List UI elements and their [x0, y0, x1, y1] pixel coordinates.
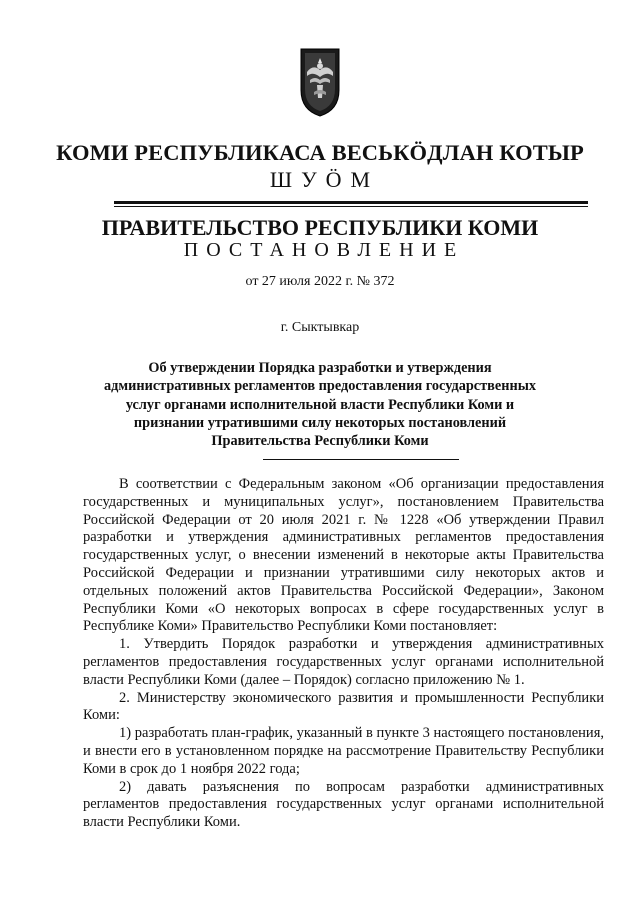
document-type: ПОСТАНОВЛЕНИЕ: [183, 239, 465, 261]
government-name: ПРАВИТЕЛЬСТВО РЕСПУБЛИКИ КОМИ: [101, 215, 539, 240]
title-underline: [263, 459, 459, 460]
document-date-number: от 27 июля 2022 г. № 372: [245, 274, 395, 289]
komi-document-type: ШУӦМ: [269, 167, 380, 192]
header-divider-thick: [114, 201, 588, 204]
document-city: г. Сыктывкар: [280, 320, 360, 335]
coat-of-arms-icon: [298, 46, 342, 118]
document-title: Об утверждении Порядка разработки и утверждения административных регламентов предоставления государственных услуг органами исполнительной власти Республики Коми и признании утратившими силу некоторых постановлений Правительства Республики Коми: [103, 360, 537, 450]
paragraph-subitem-1: 1) разработать план-график, указанный в пункте 3 настоящего постановления, и внести его в установленном порядке на рассмотрение Правительству Республики Коми в срок до 1 ноября 2022 года;: [83, 725, 604, 777]
komi-government-name: КОМИ РЕСПУБЛИКАСА ВЕСЬКӦДЛАН КОТЫР: [56, 140, 584, 165]
paragraph-subitem-2: 2) давать разъяснения по вопросам разработки административных регламентов предоставления государственных услуг органами исполнительной власти Республики Коми.: [83, 778, 604, 831]
header-divider-thin: [114, 206, 588, 207]
paragraph-item-1: 1. Утвердить Порядок разработки и утверждения административных регламентов предоставления государственных услуг органами исполнительной власти Республики Коми (далее – Порядок) согласно приложению № 1.: [83, 636, 604, 688]
document-body: [83, 476, 604, 832]
paragraph-preamble: В соответствии с Федеральным законом «Об организации предоставления государственных и муниципальных услуг», постановлением Правительства Российской Федерации от 20 июля 2021 г. № 1228 «Об утверждении Правил разработки и утверждения административных регламентов предоставления государственных услуг, о внесении изменений в некоторые акты Правительства Российской Федерации и признании утратившими силу некоторых актов и отдельных положений актов Правительства Российской Федерации», Законом Республики Коми «О некоторых вопросах в сфере государственных услуг в Республике Коми» Правительство Республики Коми постановляет:: [83, 476, 604, 635]
paragraph-item-2: 2. Министерству экономического развития и промышленности Республики Коми:: [83, 689, 604, 724]
